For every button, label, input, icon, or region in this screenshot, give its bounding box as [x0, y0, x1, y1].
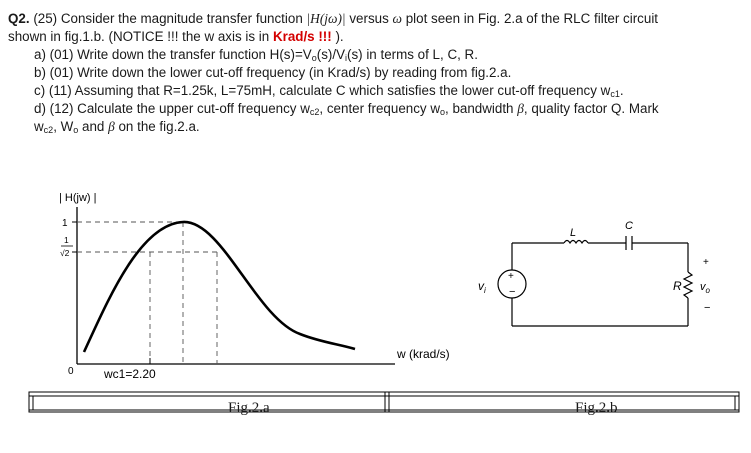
- source-plus: +: [508, 271, 514, 282]
- axis-unit-warning: Krad/s !!!: [272, 29, 332, 44]
- caption-fig-2a: Fig.2.a: [228, 400, 270, 416]
- tick-root-num: 1: [64, 235, 69, 245]
- capacitor-icon: [626, 236, 632, 250]
- vo-plus: +: [703, 257, 709, 268]
- response-curve: [84, 222, 355, 352]
- question-line-1: Q2. (25) Consider the magnitude transfer function |H(jω)| versus ω plot seen in Fig. 2.a of the RLC filter circuit: [8, 11, 659, 26]
- caption-table: [29, 392, 739, 412]
- fig-2a-plot: [59, 192, 450, 381]
- question-part-d-cont: $w_{c2}$, $W_o$ and β on the fig.2.a.: [34, 119, 200, 135]
- fig-2b-labels: [478, 220, 711, 314]
- inductor-label: L: [570, 227, 577, 239]
- question-part-a: a) (01) Write down the transfer function $H(s)=V_o(s)/V_i(s)$ in terms of L, C, R.: [34, 47, 478, 63]
- vo-minus: −: [704, 302, 711, 314]
- fig-2b-circuit: [498, 236, 692, 326]
- caption-fig-2b: Fig.2.b: [575, 400, 618, 416]
- tick-zero: 0: [68, 366, 74, 377]
- x-axis-label: w (krad/s): [397, 347, 450, 361]
- tick-one: 1: [62, 218, 68, 229]
- question-part-b: b) (01) Write down the lower cut-off frequency (in Krad/s) by reading from fig.2.a.: [34, 65, 512, 80]
- y-axis-label: | H(jw) |: [59, 192, 97, 204]
- source-minus: −: [509, 286, 516, 298]
- question-number: Q2.: [8, 11, 30, 26]
- capacitor-label: C: [625, 220, 633, 232]
- resistor-icon: [684, 272, 692, 298]
- vi-label: $v_i$: [478, 279, 486, 295]
- wc1-label: wc1=2.20: [104, 367, 156, 381]
- resistor-label: R: [673, 279, 682, 293]
- inductor-icon: [564, 241, 588, 244]
- question-part-c: c) (11) Assuming that R=1.25k, L=75mH, calculate C which satisfies the lower cut-off frequency $w_{c1}$.: [34, 83, 624, 99]
- question-line-2: shown in fig.1.b. (NOTICE !!! the w axis is in Krad/s !!! ).: [8, 29, 344, 44]
- vo-label: $v_o$: [700, 281, 710, 295]
- question-part-d: d) (12) Calculate the upper cut-off frequency $w_{c2}$, center frequency $w_o$, bandwidth β, quality factor Q. Mark: [34, 101, 659, 117]
- tick-root-den: √2: [60, 248, 70, 258]
